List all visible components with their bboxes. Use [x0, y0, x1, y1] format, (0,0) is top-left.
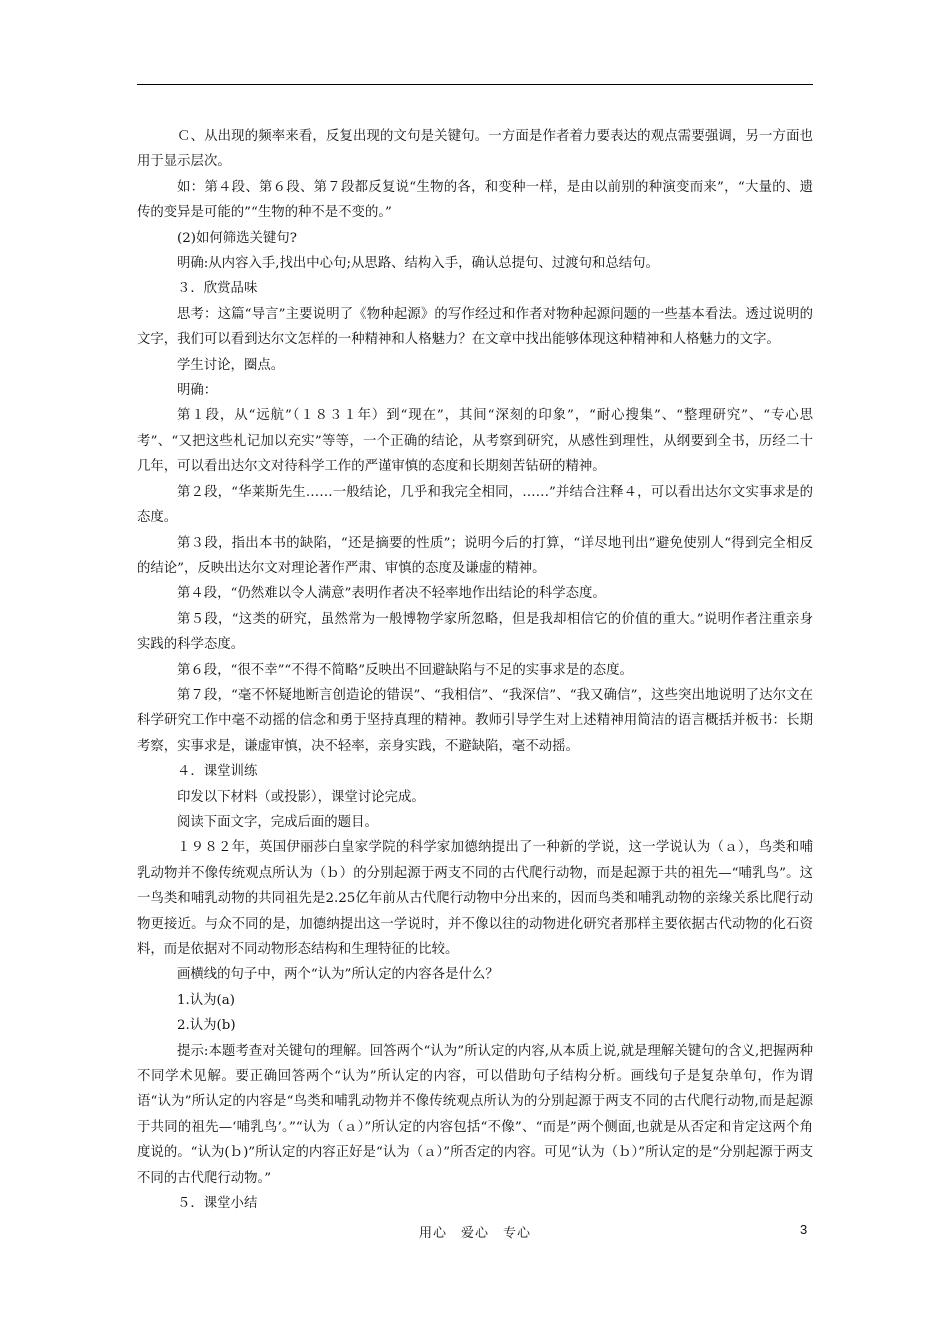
- paragraph: Ｃ、从出现的频率来看，反复出现的文句是关键句。一方面是作者着力要表达的观点需要强调，另一方面也用于显示层次。: [137, 129, 813, 170]
- paragraph: 学生讨论，圈点。: [177, 357, 285, 373]
- section-heading: ５．课堂小结: [177, 1196, 258, 1212]
- paragraph: 第６段，“很不幸”“不得不简略”反映出不回避缺陷与不足的实事求是的态度。: [177, 662, 633, 678]
- paragraph: 第５段，“这类的研究，虽然常为一般博物学家所忽略，但是我却相信它的价值的重大。”说明作者注重亲身实践的科学态度。: [137, 611, 813, 653]
- paragraph: 1.认为(a): [177, 992, 235, 1008]
- paragraph: 明确：: [177, 383, 218, 399]
- paragraph: 印发以下材料（或投影），课堂讨论完成。: [177, 789, 425, 805]
- page-number: 3: [800, 1222, 808, 1237]
- header-rule: [137, 84, 813, 85]
- section-heading: ４．课堂训练: [177, 764, 258, 780]
- paragraph: 第３段，指出本书的缺陷，“还是摘要的性质”；说明今后的打算，“详尽地刊出”避免使别人“得到完全相反的结论”，反映出达尔文对理论著作严肃、审慎的态度及谦虚的精神。: [137, 535, 813, 576]
- paragraph: 阅读下面文字，完成后面的题目。: [177, 814, 378, 830]
- paragraph: 明确:从内容入手,找出中心句;从思路、结构入手，确认总提句、过渡句和总结句。: [177, 256, 659, 272]
- section-heading: ３．欣赏品味: [177, 281, 258, 297]
- paragraph: 第７段，“毫不怀疑地断言创造论的错误”、“我相信”、“我深信”、“我又确信”，这些突出地说明了达尔文在科学研究工作中毫不动摇的信念和勇于坚持真理的精神。教师引导学生对上述精神用简洁的语言概括并板书：长期考察，实事求是，谦虚审慎，决不轻率，亲身实践，不避缺陷，毫不动摇。: [137, 687, 813, 754]
- paragraph: 第４段，“仍然难以令人满意”表明作者决不轻率地作出结论的科学态度。: [177, 586, 606, 602]
- paragraph: 2.认为(b): [177, 1018, 236, 1034]
- paragraph: 第２段，“华莱斯先生……一般结论，几乎和我完全相同，……”并结合注释４，可以看出达尔文实事求是的态度。: [137, 484, 813, 526]
- footer-motto: 用心 爱心 专心: [418, 1226, 531, 1241]
- paragraph: 思考：这篇“导言”主要说明了《物种起源》的写作经过和作者对物种起源问题的一些基本看法。透过说明的文字，我们可以看到达尔文怎样的一种精神和人格魅力？在文章中找出能够体现这种精神和人格魅力的文字。: [137, 306, 813, 348]
- paragraph: 第１段，从“远航”（１８３１年）到“现在”，其间“深刻的印象”，“耐心搜集”、“整理研究”、“专心思考”、“又把这些札记加以充实”等等，一个正确的结论，从考察到研究，从感性到理性，从纲要到全书，历经二十几年，可以看出达尔文对待科学工作的严谨审慎的态度和长期刻苦钻研的精神。: [137, 408, 813, 475]
- paragraph: １９８２年，英国伊丽莎白皇家学院的科学家加德纳提出了一种新的学说，这一学说认为（ａ），鸟类和哺乳动物并不像传统观点所认为（ｂ）的分别起源于两支不同的古代爬行动物，而是起源于共的祖先—“哺乳鸟”。这一鸟类和哺乳动物的共同祖先是2.25亿年前从古代爬行动物中分出来的，因而鸟类和哺乳动物的亲缘关系比爬行动物更接近。与众不同的是，加德纳提出这一学说时，并不像以往的动物进化研究者那样主要依据古代动物的化石资料，而是依据对不同动物形态结构和生理特征的比较。: [137, 840, 813, 957]
- paragraph: 提示:本题考查对关键句的理解。回答两个“认为”所认定的内容,从本质上说,就是理解关键句的含义,把握两种不同学术见解。要正确回答两个“认为”所认定的内容，可以借助句子结构分析。画线句子是复杂单句，作为谓语“认为”所认定的内容是“鸟类和哺乳动物并不像传统观点所认为的分别起源于两支不同的古代爬行动物,而是起源于共同的祖先—‘哺乳鸟’。”“认为（ａ）”所认定的内容包括“不像”、“而是”两个侧面,也就是从否定和肯定这两个角度说的。“认为(ｂ)”所认定的内容正好是“认为（ａ）”所否定的内容。可见“认为（ｂ）”所认定的是“分别起源于两支不同的古代爬行动物。”: [137, 1043, 813, 1186]
- paragraph: (2)如何筛选关键句?: [177, 230, 297, 246]
- paragraph: 画横线的句子中，两个“认为”所认定的内容各是什么？: [177, 967, 499, 983]
- document-body: [137, 124, 813, 1216]
- paragraph: 如：第４段、第６段、第７段都反复说“生物的各，和变种一样，是由以前别的种演变而来”，“大量的、遗传的变异是可能的”“生物的种不是不变的。”: [137, 179, 813, 221]
